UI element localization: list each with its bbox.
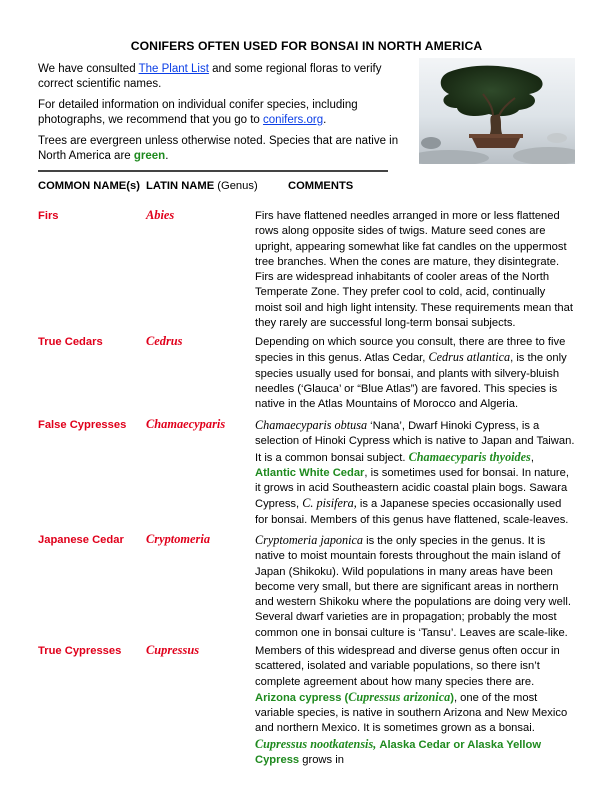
- comment-segment: Chamaecyparis obtusa: [255, 418, 368, 432]
- bonsai-tree-illustration: [419, 58, 575, 164]
- comment-segment: Alaska Cedar or Alaska Yellow Cypress: [255, 738, 542, 767]
- comment-segment: is a Japanese species occasionally used for bonsai. Members of this genus have flattened, scale-leaves.: [255, 498, 569, 526]
- comment-segment: Chamaecyparis thyoides: [408, 449, 531, 464]
- comment-segment: Cupressus arizonica: [348, 689, 451, 704]
- intro-paragraph-1: [38, 62, 418, 92]
- row-false-cypresses-comment: [255, 418, 575, 528]
- row-true-cypresses-comment: [255, 644, 575, 768]
- comment-segment: C. pisifera,: [302, 496, 357, 511]
- comment-segment: Cupressus nootkatensis,: [255, 736, 377, 751]
- row-japanese-cedar-latin: Cryptomeria: [146, 532, 211, 546]
- comment-segment: is the only species in the genus. It is native to moist mountain forests throughout the main island of Japan (Shikoku). Wild populations in many areas have been become very small, but there are significant areas in northern and western Shikoku where the populations are doing very well. Several dwarf varieties are in propagation; probably the most common one in bonsai culture is ‘Tansu’. Leaves are scale-like.: [255, 535, 571, 639]
- comment-segment: ): [450, 691, 454, 704]
- native-green-word: green: [133, 150, 166, 163]
- header-comments: COMMENTS: [288, 180, 354, 192]
- header-latin-name: LATIN NAME (Genus): [146, 180, 258, 192]
- intro-paragraph-2: [38, 98, 418, 128]
- row-false-cypresses-latin: Chamaecyparis: [146, 417, 226, 431]
- intro-text: .: [165, 150, 169, 163]
- row-true-cedars-comment: [255, 335, 575, 412]
- intro-paragraph-3: [38, 134, 418, 164]
- row-true-cypresses-common: True Cypresses: [38, 645, 122, 657]
- comment-segment: grows in: [299, 754, 344, 767]
- comment-segment: Members of this widespread and diverse genus often occur in scattered, isolated and variable populations, so there isn’t complete agreement about how many species there are.: [255, 645, 560, 688]
- row-true-cedars-common: True Cedars: [38, 336, 103, 348]
- page-title: CONIFERS OFTEN USED FOR BONSAI IN NORTH AMERICA: [130, 39, 483, 53]
- comment-segment: Arizona cypress (: [255, 691, 349, 704]
- row-false-cypresses-common: False Cypresses: [38, 419, 127, 431]
- intro-text: We have consulted: [38, 63, 139, 75]
- header-common-name: COMMON NAME(s): [38, 180, 140, 192]
- bonsai-photo: [419, 58, 575, 164]
- comment-segment: Atlantic White Cedar: [255, 466, 365, 479]
- row-firs-latin: Abies: [146, 208, 175, 222]
- comment-segment: Cryptomeria japonica: [255, 533, 363, 547]
- row-true-cedars-latin: Cedrus: [146, 334, 183, 348]
- intro-text: Trees are evergreen unless otherwise noted. Species that are native in North America are: [38, 135, 399, 163]
- intro-text: .: [323, 114, 327, 127]
- row-japanese-cedar-comment: [255, 533, 575, 641]
- comment-segment: Firs have flattened needles arranged in more or less flattened rows along opposite sides of twigs. Mature seed cones are upright, appearing somewhat like fat candles on the uppermost tree branches. When the cones are mature, they disintegrate. Firs are widespread inhabitants of cooler areas of the North Temperate Zone. They prefer cool to cold, acid, continually moist soil and high light intensity. These requirements mean that they rarely are successful long-term bonsai subjects.: [255, 210, 573, 330]
- comment-segment: , is sometimes used for bonsai. In nature, it grows in acid Southeastern acidic coastal plain bogs. Sawara Cypress,: [255, 466, 569, 511]
- row-firs-comment: [255, 209, 575, 331]
- row-firs-common: Firs: [38, 210, 59, 222]
- header-divider: [38, 170, 388, 172]
- row-true-cypresses-latin: Cupressus: [146, 643, 200, 657]
- conifers-org-link[interactable]: conifers.org: [263, 114, 324, 127]
- intro-text: and some regional floras to verify correct scientific names.: [38, 63, 382, 91]
- plant-list-link[interactable]: The Plant List: [138, 63, 209, 75]
- comment-segment: ,: [530, 451, 534, 464]
- comment-segment: , one of the most variable species, is native in southern Arizona and New Mexico and northern Mexico. It is sometimes grown as a bonsai.: [255, 691, 568, 735]
- row-japanese-cedar-common: Japanese Cedar: [38, 534, 124, 546]
- comment-segment: ‘Nana’, Dwarf Hinoki Cypress, is a selection of Hinoki Cypress which is native to Japan and Taiwan. It is a common bonsai subject.: [255, 420, 575, 464]
- comment-segment: Depending on which source you consult, there are three to five species in this genus. Atlas Cedar,: [255, 336, 566, 365]
- comment-segment: , is the only species usually used for bonsai, and plants with silvery-bluish needles (‘Glauca’ or “Blue Atlas”) are favored. This species is native in the Atlas Mountains of Morocco and Algeria.: [255, 352, 567, 411]
- intro-text: For detailed information on individual conifer species, including photographs, we recommend that you go to: [38, 99, 358, 127]
- comment-segment: Cedrus atlantica: [428, 350, 511, 365]
